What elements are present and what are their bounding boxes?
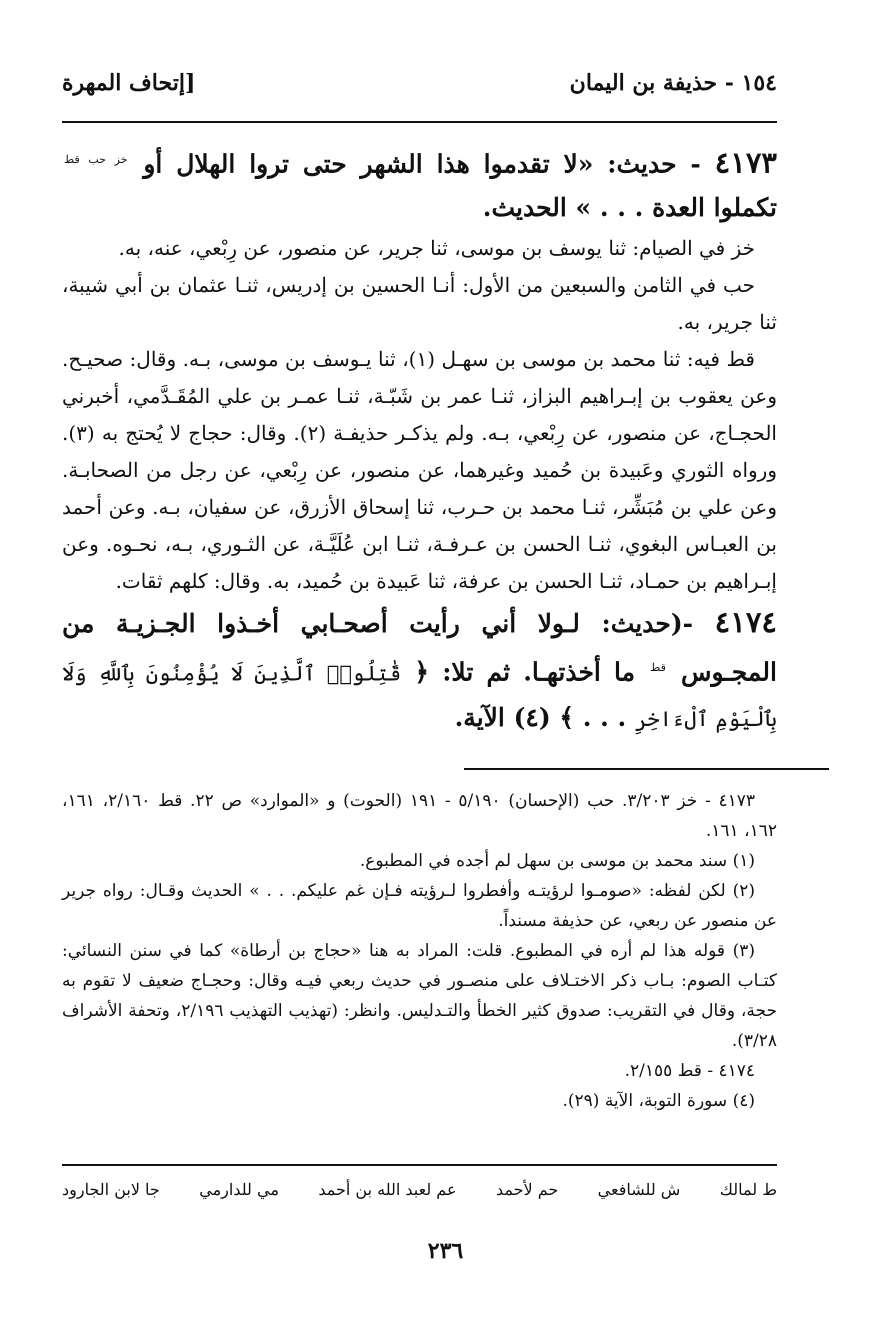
footnote-divider [464, 768, 829, 770]
hadith-number: ٤١٧٤ [714, 605, 777, 640]
paragraph-qt: قط فيه: ثنا محمد بن موسى بن سهـل (١)، ثنا يـوسف بن موسى، بـه. وقال: صحيـح. وعن يعقوب بن إبـراهيم البزاز، ثنـا عمر بن شَبّـة، ثنـا عمـر بن علي المُقَـدَّمي، أخبرني الحجـاج، عن منصور، عن رِبْعي، بـه. ولم يذكـر حذيفـة (٢). وقال: حجاج لا يُحتج به (٣). ورواه الثوري وعَبيدة بن حُميد وغيرهما، عن منصور، عن رِبْعي، عن رجل من الصحابـة. وعن علي بن مُبَشِّر، ثنـا محمد بن حـرب، ثنا إسحاق الأزرق، عن سفيان، بـه. وعن أحمد بن العبـاس البغوي، ثنـا الحسن بن عـرفـة، ثنـا ابن عُلَيَّـة، عن الثـوري، بـه، نحـوه. وعن إبـراهيم بن حمـاد، ثنـا الحسن بن عرفة، ثنا عَبيدة بن حُميد، به. وقال: كلهم ثقات. [62, 347, 777, 594]
hadith-sigla: قط [650, 661, 666, 675]
legend-item: مي للدارمي [199, 1180, 279, 1199]
footnote-source-4173: ٤١٧٣ - خز ٣/٢٠٣. حب (الإحسان) ٥/١٩٠ - ١٩١ (الحوت) و «الموارد» ص ٢٢. قط ٢/١٦٠، ١٦١، ١٦٢، ١٦١. [62, 791, 777, 841]
abbreviation-legend [62, 1180, 777, 1199]
main-text [62, 138, 777, 741]
quran-verse: قَٰتِلُوا۟ ٱلَّذِينَ لَا يُؤْمِنُونَ بِٱللَّهِ وَلَا بِٱلْيَوْمِ ٱلْءَاخِرِ [62, 661, 777, 731]
footnote-4: (٤) سورة التوبة، الآية (٢٩). [562, 1091, 755, 1111]
hadith-sigla: خز حب قط [64, 153, 128, 166]
legend-divider [62, 1164, 777, 1166]
footnote-source-4174: ٤١٧٤ - قط ٢/١٥٥. [624, 1061, 755, 1081]
hadith-title: - حديث: «لا تقدموا هذا الشهر حتى تروا الهلال أو [143, 149, 701, 179]
paragraph-hb: حب في الثامن والسبعين من الأول: أنـا الحسين بن إدريس، ثنـا عثمان بن أبي شيبة، ثنا جرير، به. [62, 273, 777, 335]
legend-item: عم لعبد الله بن أحمد [318, 1180, 457, 1199]
paragraph-khz: خز في الصيام: ثنا يوسف بن موسى، ثنا جرير، عن منصور، عن رِبْعي، عنه، به. [118, 236, 755, 261]
footnote-2: (٢) لكن لفظه: «صومـوا لرؤيتـه وأفطروا لـرؤيته فـإن غم عليكم. . . » الحديث وقـال: رواه جرير عن منصور عن ربعي، عن حذيفة مسنداً. [62, 881, 777, 931]
header-book-title: [إتحاف المهرة [62, 70, 196, 96]
legend-item: جا لابن الجارود [62, 1180, 160, 1199]
page-number: ٢٣٦ [427, 1238, 464, 1264]
hadith-number: ٤١٧٣ [714, 145, 777, 180]
legend-item: ش للشافعي [597, 1180, 681, 1199]
hadith-title: -(حديث: لـولا أني رأيت أصحـابي أخـذوا الجـزيـة من المجـوس [62, 609, 777, 687]
legend-item: حم لأحمد [495, 1180, 559, 1199]
hadith-title-end: . . . ﴾ (٤) الآية. [454, 702, 627, 732]
legend-item: ط لمالك [719, 1180, 777, 1199]
running-header [62, 70, 777, 96]
header-divider [62, 121, 777, 123]
footnote-3: (٣) قوله هذا لم أره في المطبوع. قلت: المراد به هنا «حجاج بن أرطاة» كما في سنن النسائي: كتـاب الصوم: بـاب ذكر الاختـلاف على منصـور في حديث ربعي فيـه وقال: وحجـاج ضعيف لا تقوم به حجة، وقال في التقريب: صدوق كثير الخطأ والتـدليس. وانظر: (تهذيب التهذيب ٢/١٩٦، وتحفة الأشراف ٣/٢٨). [62, 941, 778, 1051]
hadith-4173-heading [62, 138, 777, 230]
footnote-1: (١) سند محمد بن موسى بن سهل لم أجده في المطبوع. [359, 851, 755, 871]
footnotes [62, 786, 777, 1116]
hadith-title-continuation: تكملوا العدة . . . » الحديث. [482, 193, 777, 223]
hadith-4174-heading [62, 600, 777, 740]
header-chapter-title: ١٥٤ - حذيفة بن اليمان [569, 70, 777, 96]
hadith-title-continuation: ما أخذتهـا. ثم تلا: ﴿ [414, 657, 636, 687]
